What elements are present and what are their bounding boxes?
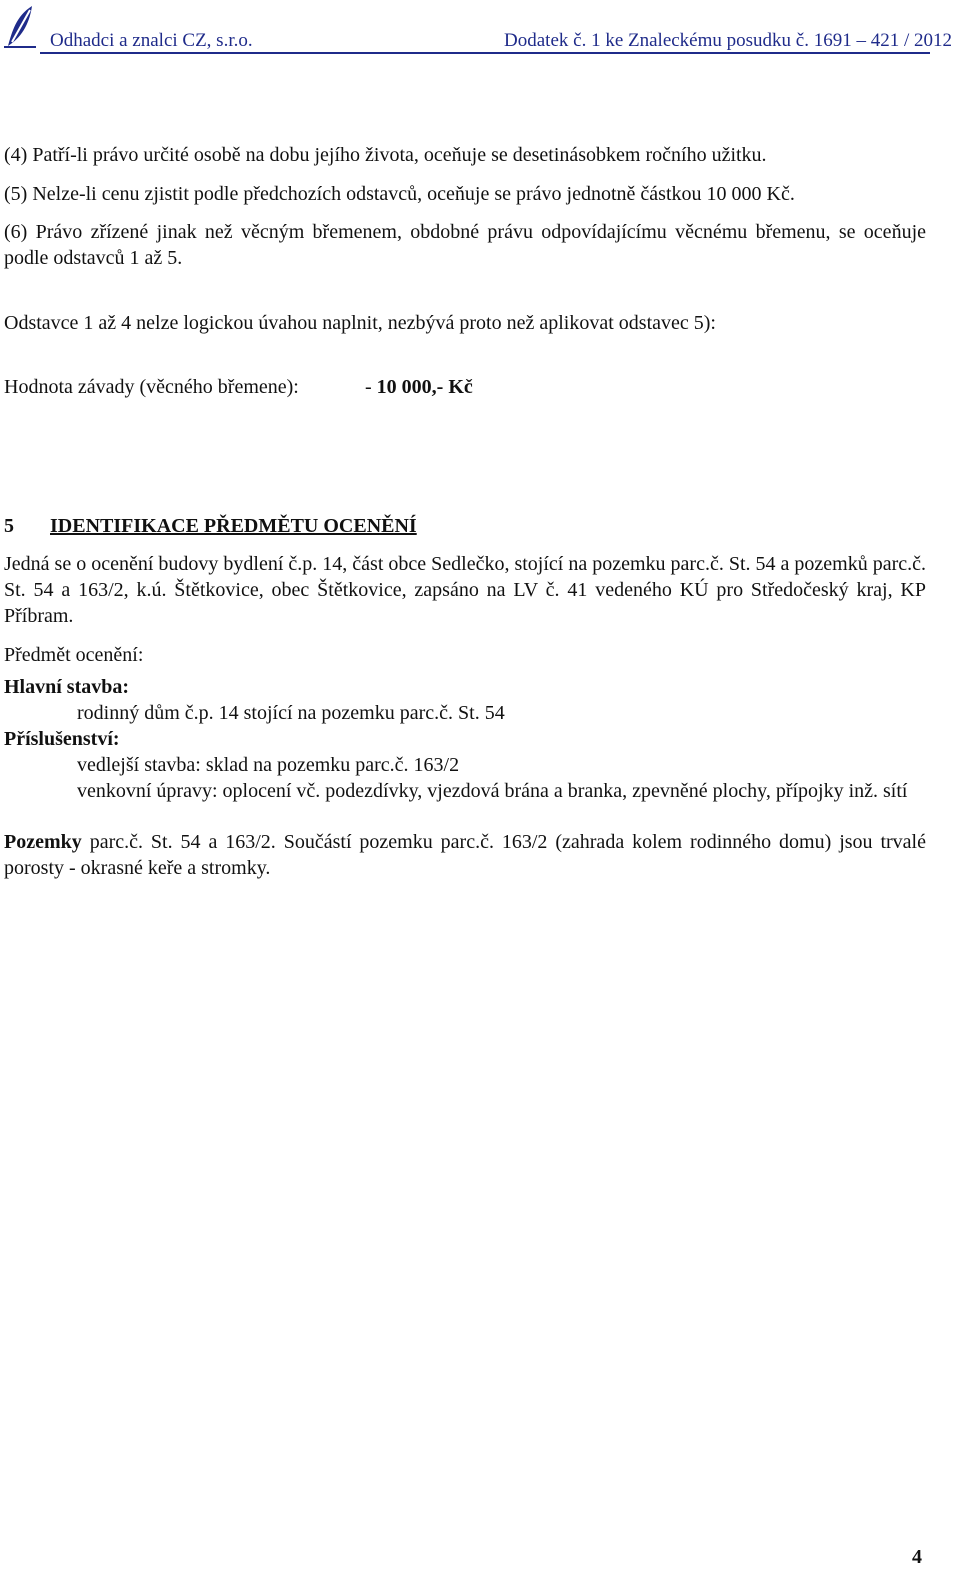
accessories-heading (4, 726, 926, 752)
section-title: IDENTIFIKACE PŘEDMĚTU OCENĚNÍ (50, 515, 417, 537)
law-paragraph-5: (5) Nelze-li cenu zjistit podle předchozích odstavců, oceňuje se právo jednotně částkou 10 000 Kč. (4, 183, 795, 205)
valuation-sign: - (365, 376, 377, 398)
conclusion-paragraph: Odstavce 1 až 4 nelze logickou úvahou naplnit, nezbývá proto než aplikovat odstavec 5): (4, 312, 716, 334)
subject-label: Předmět ocenění: (4, 644, 144, 666)
page-number: 4 (912, 1546, 922, 1568)
land-heading: Pozemky (4, 831, 82, 853)
company-logo (2, 2, 38, 50)
accessory-item-1: vedlejší stavba: sklad na pozemku parc.č. 163/2 (77, 754, 460, 776)
header-divider (40, 52, 930, 54)
main-building-heading-text: Hlavní stavba: (4, 676, 130, 698)
accessories-heading-text: Příslušenství: (4, 728, 120, 750)
main-building-item: rodinný dům č.p. 14 stojící na pozemku parc.č. St. 54 (77, 702, 505, 724)
land-text: parc.č. St. 54 a 163/2. Součástí pozemku parc.č. 163/2 (zahrada kolem rodinného domu) jsou trvalé porosty - okrasné keře a stromky. (4, 831, 926, 879)
section-intro: Jedná se o ocenění budovy bydlení č.p. 14, část obce Sedlečko, stojící na pozemku parc.č. St. 54 a pozemků parc.č. St. 54 a 163/2, k.ú. Štětkovice, obec Štětkovice, zapsáno na LV č. 41 vedeného KÚ pro Středočeský kraj, KP Příbram. (4, 553, 926, 627)
valuation-value: 10 000,- Kč (376, 376, 473, 398)
document-reference: Dodatek č. 1 ke Znaleckému posudku č. 1691 – 421 / 2012 (504, 30, 952, 51)
law-paragraph-6: (6) Právo zřízené jinak než věcným břemenem, obdobné právu odpovídajícímu věcnému břemenu, se oceňuje podle odstavců 1 až 5. (4, 221, 926, 269)
page-header (0, 0, 960, 56)
valuation-amount (365, 374, 473, 400)
valuation-label: Hodnota závady (věcného břemene): (4, 376, 299, 398)
law-paragraph-4: (4) Patří-li právo určité osobě na dobu jejího života, oceňuje se desetinásobkem ročního užitku. (4, 144, 767, 166)
section-number: 5 (4, 515, 14, 537)
accessory-item-2: venkovní úpravy: oplocení vč. podezdívky, vjezdová brána a branka, zpevněné plochy, přípojky inž. sítí (77, 780, 908, 802)
land-paragraph (4, 829, 926, 881)
main-building-heading (4, 674, 926, 700)
company-name: Odhadci a znalci CZ, s.r.o. (50, 30, 253, 51)
